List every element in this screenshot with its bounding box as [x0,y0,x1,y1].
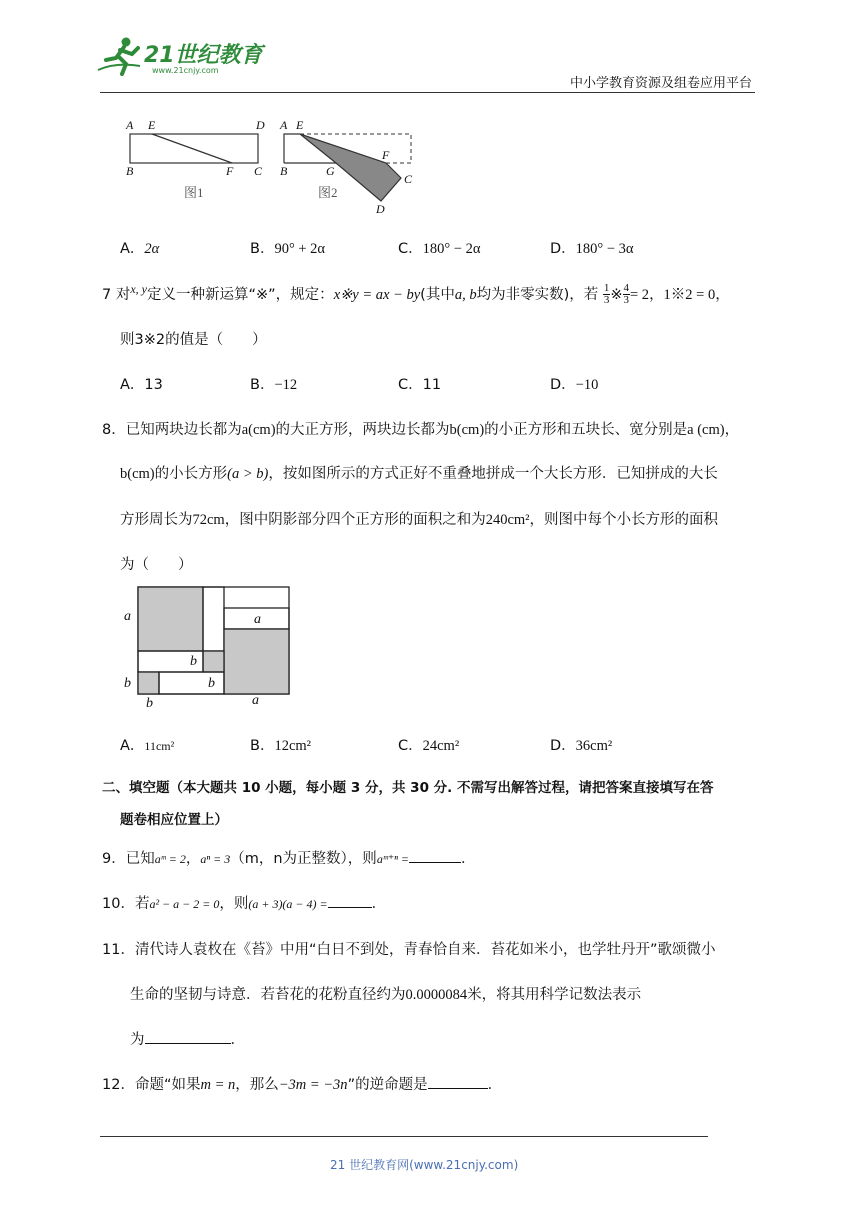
q8-figure [130,580,300,708]
section2-heading-line1: 二、填空题（本大题共 10 小题，每小题 3 分，共 30 分. 不需写出解答过程，请把答案直接填写在答 [102,780,714,796]
q7-stem-line2: 则3※2的值是（ ） [120,332,267,348]
fig1-rectangle [130,134,258,163]
q8-option-d[interactable]: D．36cm² [550,738,613,754]
fig1-caption: 图1 [184,185,204,200]
logo-text: 21世纪教育 [144,43,263,68]
q6-option-b[interactable]: B．90° + 2α [250,241,326,257]
q11-stem-line3: 为 ． [130,1032,245,1048]
q12-answer-blank[interactable] [428,1076,488,1089]
fig2-label-a: A [280,118,288,132]
fig2-label-e: E [296,118,304,132]
q11-stem-line1: 11．清代诗人袁枚在《苔》中用“白日不到处，青春恰自来．苔花如米小，也学牡丹开”歌颂微小 [102,942,716,958]
q8-label-b-bottom: b [146,696,153,711]
q8-stem-line1: 8．已知两块边长都为a(cm)的大正方形，两块边长都为b(cm)的小正方形和五块长、宽分别是a (cm)， [102,422,740,438]
q6-option-a[interactable]: A．2α [120,241,160,257]
q8-stem-line3: 方形周长为72cm，图中阴影部分四个正方形的面积之和为240cm²，则图中每个小长方形的面积 [120,512,719,528]
q7-option-b[interactable]: B．−12 [250,377,298,393]
q8-label-a-mid: a [254,612,261,627]
section2-heading-line2: 题卷相应位置上） [120,812,228,828]
q8-stem-line4: 为（ ） [120,557,193,573]
q10-stem: 10．若a² − a − 2 = 0，则(a + 3)(a − 4) = ． [102,896,387,912]
q10-answer-blank[interactable] [328,895,372,908]
fig2-caption: 图2 [318,185,338,200]
q12-stem: 12．命题“如果m = n，那么−3m = −3n”的逆命题是 ． [102,1077,503,1093]
q8-option-b[interactable]: B．12cm² [250,738,312,754]
fig1-label-a: A [126,118,134,132]
q7-option-d[interactable]: D．−10 [550,377,599,393]
small-square-bottom-left [138,672,159,694]
q8-label-b-mid: b [190,654,197,669]
fig2-shaded-fold [300,134,401,201]
q8-label-b-lower: b [208,676,215,691]
q8-stem-line2: b(cm)的小长方形(a > b)，按如图所示的方式正好不重叠地拼成一个大长方形．已知拼成的大长 [120,466,718,482]
fig1-label-b: B [126,164,134,178]
q8-option-a[interactable]: A．11cm² [120,738,175,754]
q8-option-c[interactable]: C．24cm² [398,738,460,754]
footer-rule [100,1136,708,1137]
fig2-label-b: B [280,164,288,178]
q7-option-c[interactable]: C．11 [398,377,442,393]
fig1-label-e: E [148,118,156,132]
small-square-middle [203,651,224,672]
q8-label-b-left: b [124,676,131,691]
fig1-label-c: C [254,164,263,178]
q6-option-d[interactable]: D．180° − 3α [550,241,634,257]
q9-answer-blank[interactable] [409,850,461,863]
fig2-rect-top [284,134,300,163]
big-square-top-left [138,587,203,651]
q11-answer-blank[interactable] [145,1031,231,1044]
q7-option-a[interactable]: A．13 [120,377,163,393]
header-rule [100,92,755,93]
small-rect-vertical [203,587,224,651]
fig2-label-c: C [404,172,413,186]
runner-logo-icon [96,36,144,76]
q8-label-a-bottom: a [252,693,259,708]
q11-stem-line2: 生命的坚韧与诗意．若苔花的花粉直径约为0.0000084米，将其用科学记数法表示 [130,987,642,1003]
fig1-segment-ef [152,134,232,163]
fig2-label-f: F [382,148,390,162]
platform-title: 中小学教育资源及组卷应用平台 [570,76,753,91]
fig1-label-f: F [226,164,234,178]
footer-link[interactable]: 21 世纪教育网(www.21cnjy.com) [330,1158,519,1172]
header-logo [96,36,266,80]
logo-url: www.21cnjy.com [152,66,219,75]
fig2-label-d: D [376,202,385,216]
q9-stem: 9．已知aᵐ = 2，aⁿ = 3（m，n为正整数），则aᵐ⁺ⁿ = ． [102,851,476,867]
fig2-label-g: G [326,164,335,178]
fig1-label-d: D [256,118,265,132]
big-square-bottom-right [224,629,289,694]
q6-option-c[interactable]: C．180° − 2α [398,241,481,257]
q7-stem-line1: 7 对$^{x, y}$定义一种新运算“※”，规定：x※y = ax − by(其中a, b均为非零实数)，若 $\frac{1}{3}$ ※ $\frac{4}{3}$ = 2，1※2 = 0， [102,282,730,307]
q8-label-a-left: a [124,609,131,624]
